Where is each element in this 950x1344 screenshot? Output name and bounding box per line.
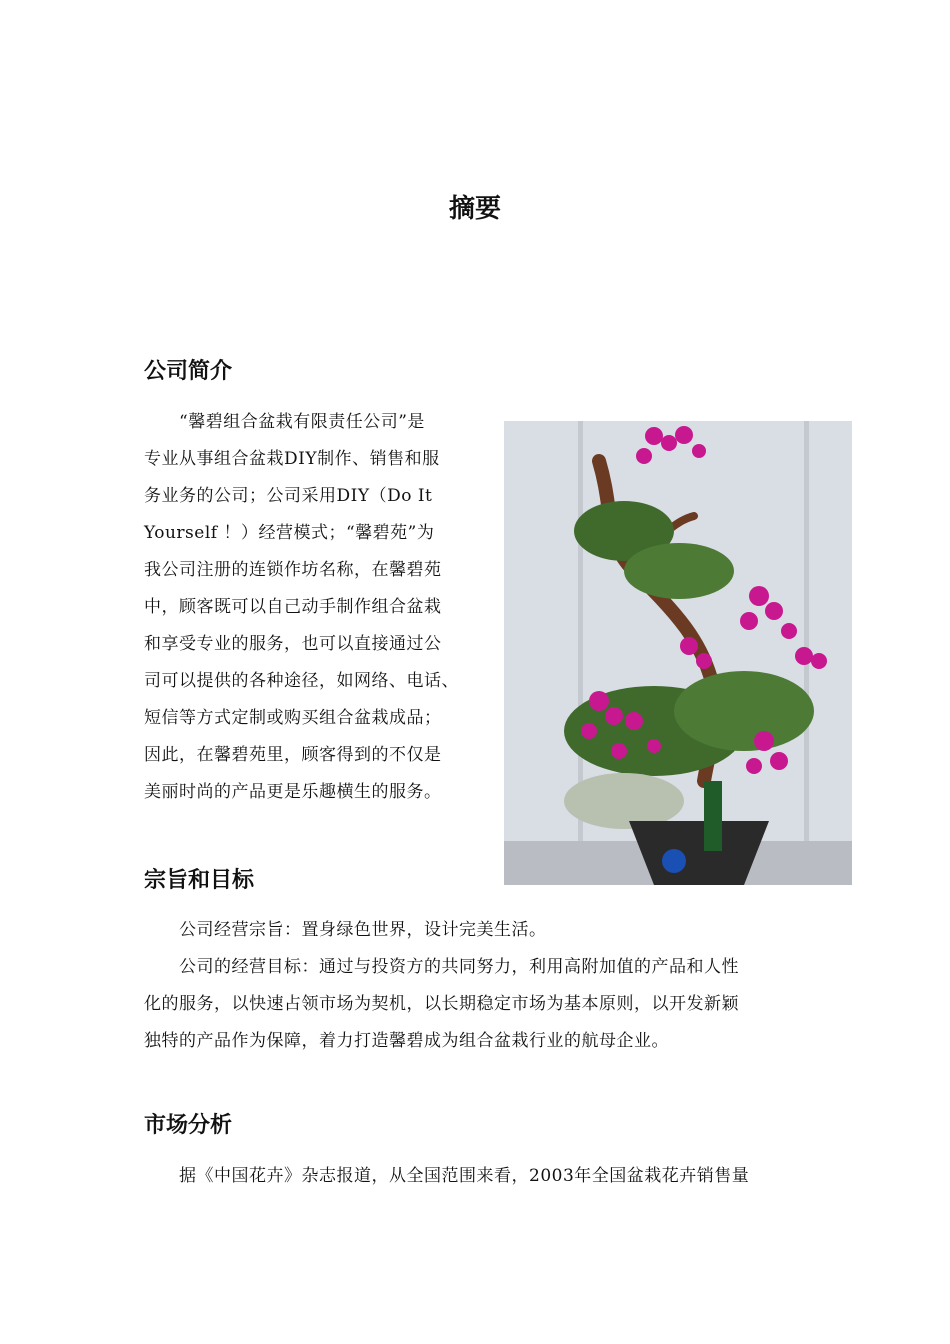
intro-line: 我公司注册的连锁作坊名称，在馨碧苑 bbox=[144, 560, 442, 580]
intro-line: 务业务的公司；公司采用DIY（Do It bbox=[144, 486, 433, 506]
intro-line: 和享受专业的服务，也可以直接通过公 bbox=[144, 634, 442, 654]
intro-line: 美丽时尚的产品更是乐趣横生的服务。 bbox=[144, 782, 442, 802]
page-title: 摘要 bbox=[448, 194, 501, 224]
flower-arrangement-illustration bbox=[504, 421, 852, 885]
intro-line: “馨碧组合盆栽有限责任公司”是 bbox=[144, 412, 425, 432]
intro-paragraph bbox=[144, 404, 459, 811]
intro-line: 中，顾客既可以自己动手制作组合盆栽 bbox=[144, 597, 442, 617]
intro-line: 短信等方式定制或购买组合盆栽成品； bbox=[144, 708, 442, 728]
intro-line: 司可以提供的各种途径，如网络、电话、 bbox=[144, 671, 459, 691]
mission-paragraph bbox=[144, 912, 739, 1060]
mission-line: 独特的产品作为保障，着力打造馨碧成为组合盆栽行业的航母企业。 bbox=[144, 1031, 669, 1051]
market-line: 据《中国花卉》杂志报道，从全国范围来看，2003年全国盆栽花卉销售量 bbox=[144, 1166, 750, 1186]
section-heading-intro: 公司简介 bbox=[144, 359, 233, 384]
mission-line: 化的服务，以快速占领市场为契机，以长期稳定市场为基本原则，以开发新颖 bbox=[144, 994, 739, 1014]
mission-line: 公司经营宗旨：置身绿色世界，设计完美生活。 bbox=[144, 920, 547, 940]
intro-line: 因此，在馨碧苑里，顾客得到的不仅是 bbox=[144, 745, 442, 765]
intro-line: 专业从事组合盆栽DIY制作、销售和服 bbox=[144, 449, 440, 469]
flower-arrangement-photo bbox=[504, 421, 852, 885]
market-paragraph bbox=[144, 1158, 749, 1195]
intro-line: Yourself ！）经营模式；“馨碧苑”为 bbox=[144, 523, 435, 543]
mission-line: 公司的经营目标：通过与投资方的共同努力，利用高附加值的产品和人性 bbox=[144, 957, 739, 977]
section-heading-market: 市场分析 bbox=[144, 1113, 233, 1138]
section-heading-mission: 宗旨和目标 bbox=[144, 868, 255, 893]
